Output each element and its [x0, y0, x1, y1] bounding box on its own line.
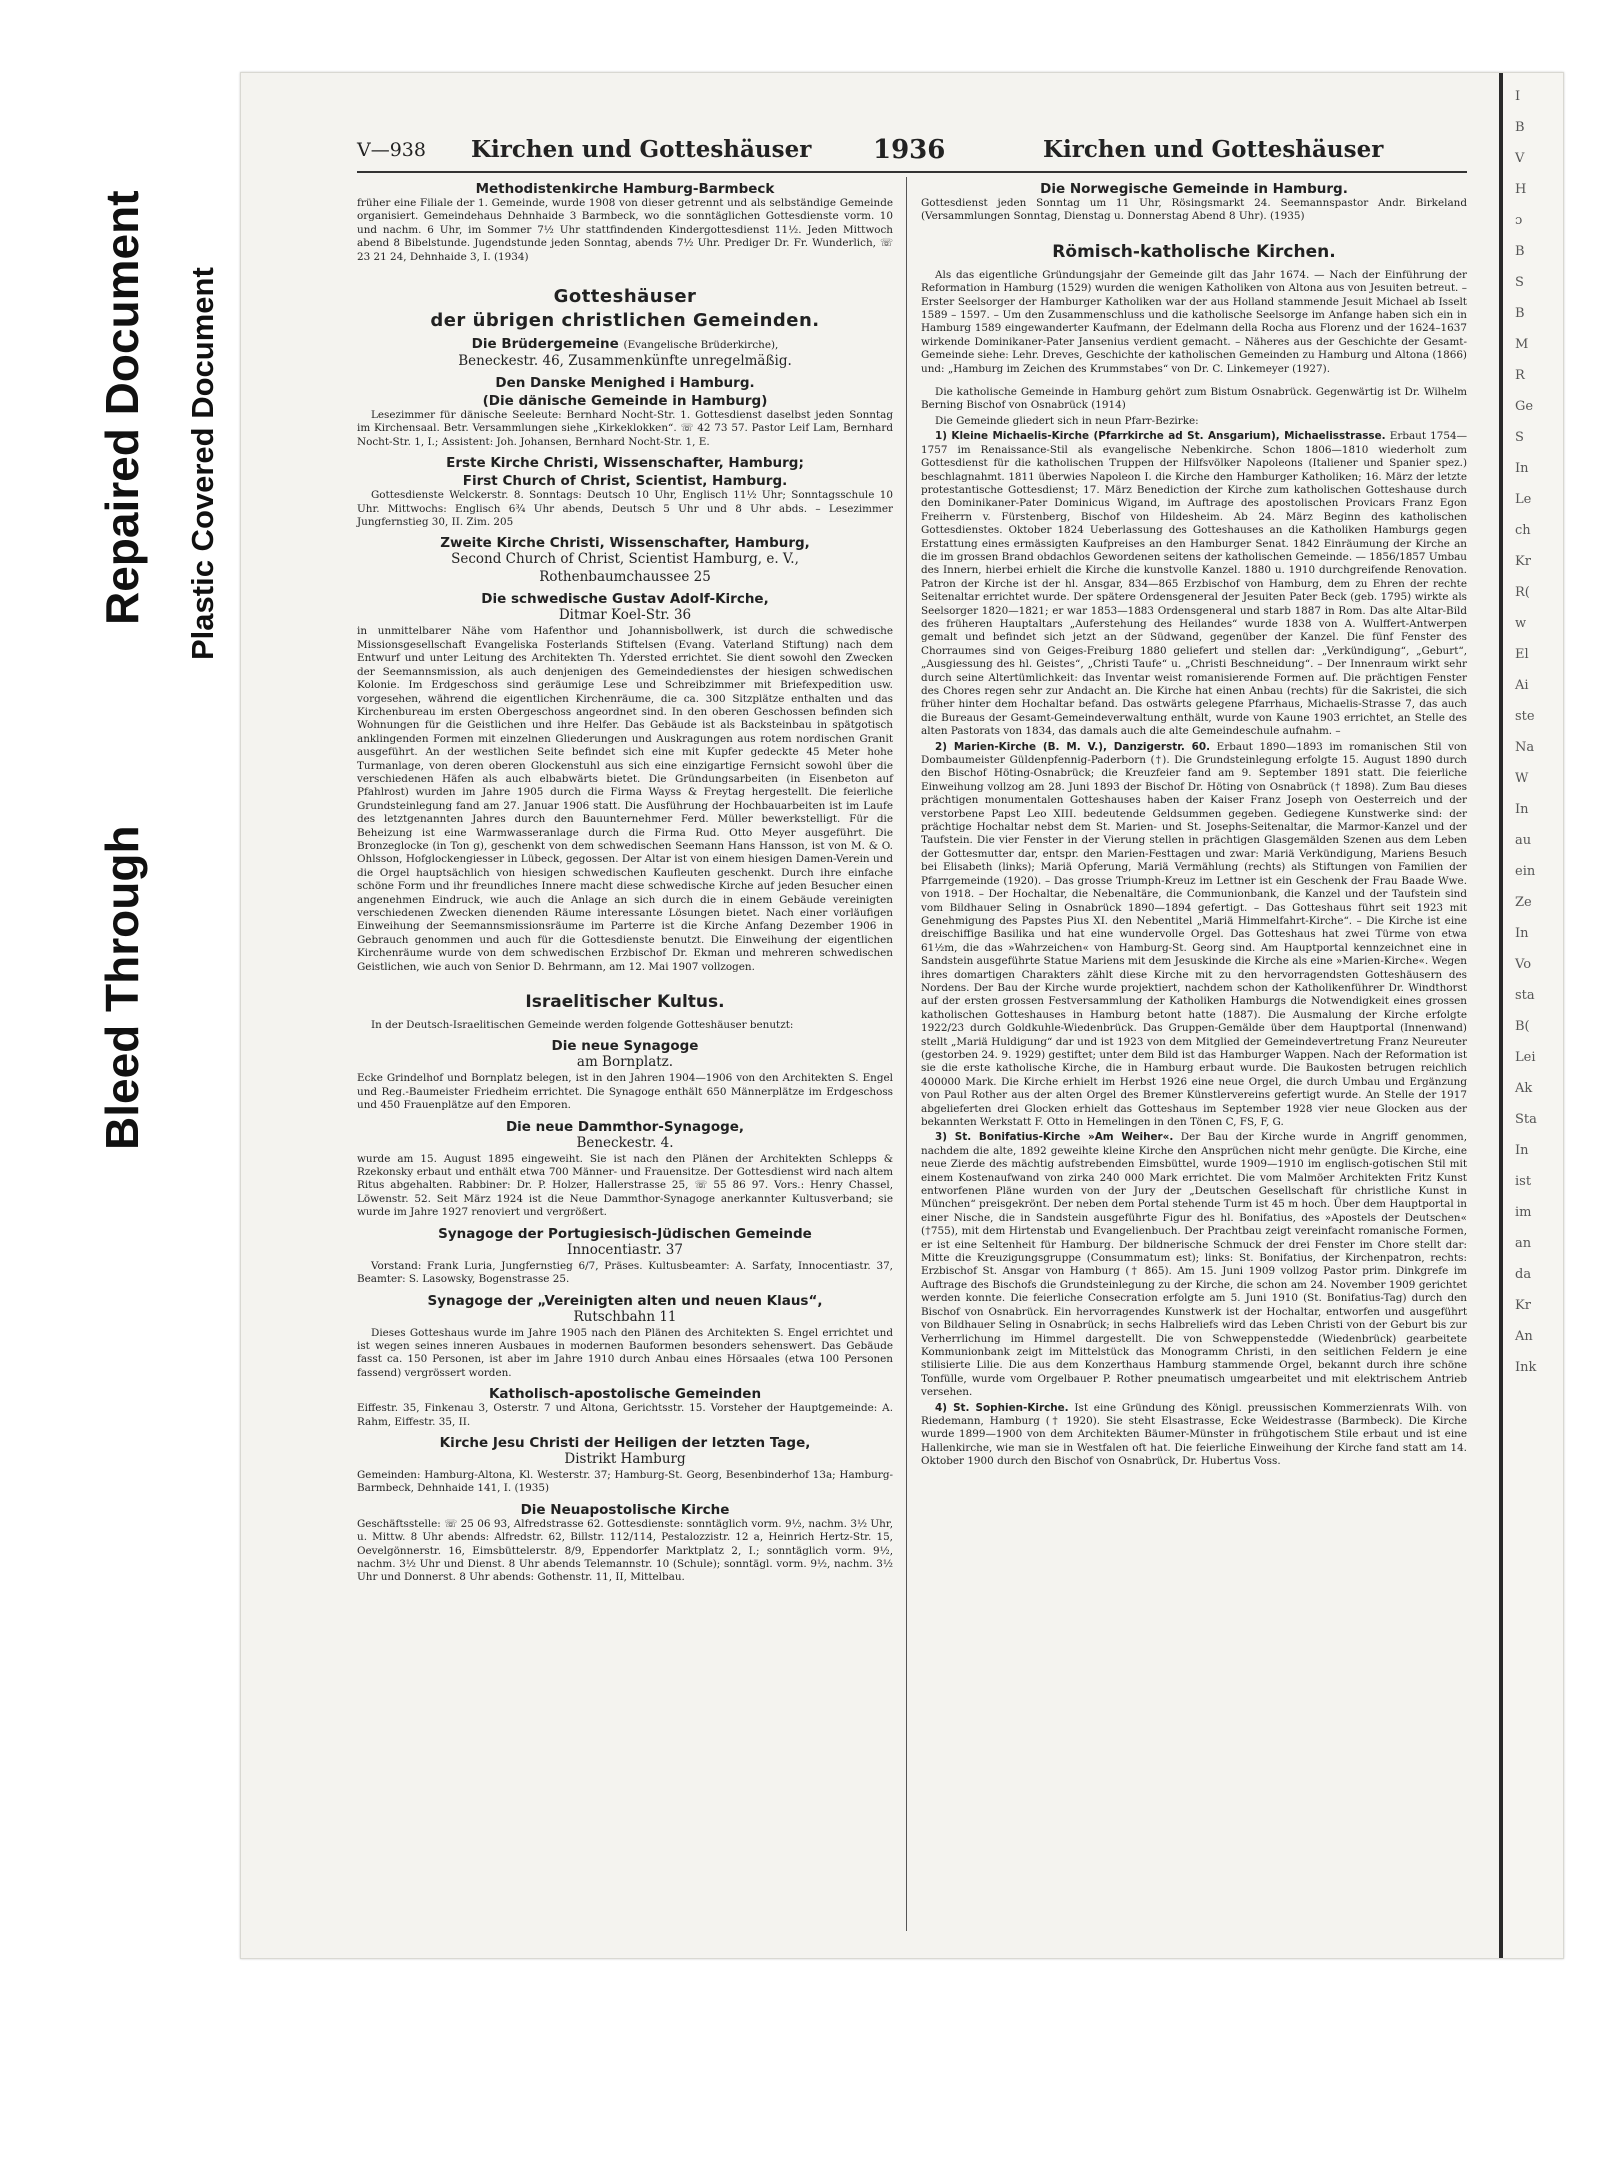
schwed-heading: Die schwedische Gustav Adolf-Kirche, [481, 591, 769, 608]
norw-heading: Die Norwegische Gemeinde in Hamburg. [1040, 181, 1348, 197]
edge-letter: R [1515, 368, 1525, 383]
edge-letter: ein [1515, 864, 1536, 879]
edge-letter: W [1515, 771, 1529, 786]
parish-3-title: 3) St. Bonifatius-Kirche »Am Weiher«. [935, 1131, 1174, 1144]
parish-4-text: Ist eine Gründung des Königl. preussischen Kommerzienrats Wilh. von Riedemann, Hamburg († 1920). Sie steht Elsastrasse, Ecke Weidestrasse (Barmbeck). Die Kirche wurde 1899—1900 von dem Architekten Bäumer-Münster in frühgotischem Stile erbaut und ist eine Hallenkirche, wie man sie in Westfalen oft hat. Die feierliche Einweihung der Kirche fand statt am 14. Oktober 1900 durch den Bischof von Osnabrück, Dr. Hubertus Voss. [921, 1401, 1467, 1468]
brueder-note: (Evangelische Brüderkirche), [623, 339, 779, 352]
gotteshaeuser-heading: Gotteshäuser [553, 286, 697, 308]
edge-letter: sta [1515, 988, 1535, 1003]
edge-letter: I [1515, 89, 1521, 104]
year: 1936 [873, 135, 946, 165]
methodist-text: früher eine Filiale der 1. Gemeinde, wurde 1908 von dieser getrennt und als selbständige Gemeinde organisiert. Gemeindehaus Dehnhaide 3 Barmbeck, wo die sonntäglichen Gottesdienste vorm. 10 und nachm. 6 Uhr, im Sommer 7½ Uhr stattfindenden Kindergottesdienst 11½. Jeden Mittwoch abend 8 Bibelstunde. Jugendstunde jeden Sonntag, abends 7½ Uhr. Prediger Dr. Fr. Wunderlich, ☏ 23 21 24, Dehnhaide 3, I. (1934) [357, 197, 893, 263]
klaus-text: Dieses Gotteshaus wurde im Jahre 1905 nach den Plänen des Architekten S. Engel errichtet und ist wegen seines inneren Ausbaues in modernen Bauformen besonders sehenswert. Das Gebäude fasst ca. 150 Personen, ist aber im Jahre 1910 durch Anbau eines Hörsaales (etwa 100 Personen fassend) vergrössert worden. [357, 1326, 893, 1379]
edge-letter: B [1515, 244, 1525, 259]
edge-letter: im [1515, 1205, 1532, 1220]
left-running-title: Kirchen und Gotteshäuser [471, 136, 812, 163]
christi2-sub1: Second Church of Christ, Scientist Hamburg, e. V., [451, 551, 799, 568]
syn2-address: Beneckestr. 4. [576, 1134, 674, 1151]
edge-letter: M [1515, 337, 1529, 352]
syn1-text: Ecke Grindelhof und Bornplatz belegen, ist in den Jahren 1904—1906 von den Architekten S. Engel und Reg.-Baumeister Friedheim errichtet. Die Synagoge enthält 650 Männerplätze im Erdgeschoss und 450 Frauenplätze auf den Emporen. [357, 1072, 893, 1112]
parish-4-title: 4) St. Sophien-Kirche. [935, 1401, 1069, 1414]
isr-heading: Israelitischer Kultus. [525, 992, 725, 1013]
column-rule [906, 177, 907, 1931]
repaired-document-label: Repaired Document [96, 190, 148, 625]
edge-letter: ch [1515, 523, 1531, 538]
christi1-heading: Erste Kirche Christi, Wissenschafter, Hamburg; [446, 455, 804, 472]
edge-letter: V [1515, 151, 1525, 166]
syn2-heading: Die neue Dammthor-Synagoge, [505, 1118, 745, 1135]
edge-letter: B [1515, 306, 1525, 321]
parish-4 [921, 1402, 1467, 1469]
edge-letter: an [1515, 1236, 1532, 1251]
methodist-heading: Methodistenkirche Hamburg-Barmbeck [475, 181, 775, 197]
brueder-address: Beneckestr. 46, Zusammenkünfte unregelmäßig. [458, 353, 792, 370]
schwed-address: Ditmar Koel-Str. 36 [558, 607, 692, 624]
edge-letter: au [1515, 833, 1532, 848]
gotteshaeuser-subheading: der übrigen christlichen Gemeinden. [430, 310, 820, 332]
norw-text: Gottesdienst jeden Sonntag um 11 Uhr, Rösingsmarkt 24. Seemannspastor Andr. Birkeland (Versammlungen Sonntag, Dienstag u. Donnerstag Abend 8 Uhr). (1935) [921, 197, 1467, 223]
parish-2 [921, 741, 1467, 1130]
edge-letter: Ai [1515, 678, 1529, 693]
rk-intro: Als das eigentliche Gründungsjahr der Gemeinde gilt das Jahr 1674. — Nach der Einführung der Reformation in Hamburg (1529) wurden die wenigen Katholiken von Altona aus von Jesuiten betreut. – Erster Seelsorger der Hamburger Katholiken war der aus Holland stammende Jesuit Michael ab Isselt 1589 – 1597. – Um den Zusammenschluss und die katholische Seelsorge im Anfange haben sich ein in Hamburg 1589 eingewanderter Kaufmann, der Edelmann della Rocha aus Florenz und der 1624–1637 wirkende Dominikaner-Pater Jansenius verdient gemacht. – Näheres aus der Geschichte der Gesamt-Gemeinde siehe: Lehr. Dreves, Geschichte der katholischen Gemeinden zu Hamburg und Altona (1866) und: „Hamburg im Zeichen des Krummstabes“ von Dr. C. Linkemeyer (1927). [921, 268, 1467, 375]
kath-apost-heading: Katholisch-apostolische Gemeinden [488, 1386, 762, 1403]
schwed-text: in unmittelbarer Nähe vom Hafenthor und Johannisbollwerk, ist durch die schwedische Missionsgesellschaft Evangeliska Fosterlands Stiftelsen (Evang. Vaterland Stiftung) nach dem Entwurf und unter Leitung des Architekten Th. Ydersted errichtet. Sie dient sowohl den Zwecken der Seemannsmission, als auch denjenigen des Gemeindedienstes der hiesigen schwedischen Kolonie. Im Erdgeschoss sind geräumige Lese und Schreibzimmer mit Briefexpedition usw. vorgesehen, während die eigentlichen Kirchenräume, die ca. 300 Sitzplätze enthalten und das Kirchenbureau im ersten Obergeschoss angeordnet sind. In den oberen Geschossen befinden sich Wohnungen für die Geistlichen und ihre Helfer. Das Gebäude ist als Backsteinbau in spätgotisch anklingenden Formen mit einzelnen Gliederungen und Auskragungen aus rotem nordischen Granit ausgeführt. An der westlichen Seite befindet sich eine mit Kupfer gedeckte 45 Meter hohe Turmanlage, von deren oberen Glockenstuhl aus sich eine einzigartige Fernsicht sowohl über die verschiedenen Häfen als auch elbabwärts bietet. Die Gründungsarbeiten (in Eisenbeton auf Pfahlrost) wurden im Jahre 1905 durch die Firma Wayss & Freytag hergestellt. Die feierliche Grundsteinlegung fand am 27. Januar 1906 statt. Die Ausführung der Hochbauarbeiten ist im Laufe des letztgenannten Jahres durch den Bauunternehmer Ferd. Müller bewerkstelligt. Für die Beheizung ist eine Warmwasseranlage durch die Firma Rud. Otto Meyer ausgeführt. Die Bronzeglocke (in Ton g), geschenkt von dem schwedischen Seemann Hans Hansson, ist von M. & O. Ohlsson, Hofglockengiesser in Lübeck, gegossen. Der Altar ist von einem hiesigen Damen-Verein und die Orgel hauptsächlich von hiesigen schwedischen Kaufleuten geschenkt. Durch ihre einfache schöne Form und ihr freundliches Innere macht diese schwedische Kirche auf jeden Besucher einen angenehmen Eindruck, wie auch die Anlage an sich durch die in einem Gebäude vereinigten verschiedenen Zwecken dienenden Räume interessante Lösungen bietet. Nach einer vorläufigen Einweihung der Seemannsmissionsräume im Parterre ist die Kirche Anfang Dezember 1906 in Gebrauch genommen und auch für die Gottesdienste benutzt. Die Einweihung der eigentlichen Kirchenräume wurde von dem schwedischen Erzbischof Dr. Ekman und mehreren schwedischen Geistlichen, wie auch von Senior D. Behrmann, am 12. Mai 1907 vollzogen. [357, 625, 893, 973]
jesu-text: Gemeinden: Hamburg-Altona, Kl. Westerstr. 37; Hamburg-St. Georg, Besenbinderhof 13a; Hamburg-Barmbeck, Dehnhaide 141, I. (1935) [357, 1468, 893, 1495]
edge-letter: B [1515, 120, 1525, 135]
edge-letter: Kr [1515, 1298, 1531, 1313]
neuapost-text: Geschäftsstelle: ☏ 25 06 93, Alfredstrasse 62. Gottesdienste: sonntäglich vorm. 9½, nachm. 3½ Uhr, u. Mittw. 8 Uhr abends: Alfredstr. 62, Billstr. 112/114, Pestalozzistr. 12 a, Heinrich Hertz-Str. 15, Oevelgönnerstr. 16, Eimsbüttelerstr. 8/9, Eppendorfer Marktplatz 2, I.; sonntäglich vorm. 9½, nachm. 3½ Uhr und Dienst. 8 Uhr abends Telemannstr. 10 (Schule); sonntägl. vorm. 9½, nachm. 3½ Uhr und Donnerst. 8 Uhr abends: Gothenstr. 11, II, Mittelbau. [357, 1517, 893, 1584]
rk-bezirke: Die Gemeinde gliedert sich in neun Pfarr-Bezirke: [935, 414, 1199, 427]
jesu-address: Distrikt Hamburg [564, 1450, 686, 1467]
edge-letter: B( [1515, 1019, 1530, 1034]
edge-letter: El [1515, 647, 1529, 662]
rk-bishop: Die katholische Gemeinde in Hamburg gehört zum Bistum Osnabrück. Gegenwärtig ist Dr. Wilhelm Berning Bischof von Osnabrück (1914) [921, 386, 1467, 412]
bleed-through-label: Bleed Through [96, 825, 148, 1150]
port-heading: Synagoge der Portugiesisch-Jüdischen Gemeinde [438, 1225, 812, 1242]
facing-page-edge [1499, 73, 1563, 1958]
brueder-heading [357, 336, 893, 353]
edge-letter: R( [1515, 585, 1530, 600]
edge-letter: In [1515, 1143, 1529, 1158]
edge-letter: Ze [1515, 895, 1532, 910]
page-content [357, 133, 1467, 1933]
parish-1 [921, 430, 1467, 738]
jesu-heading: Kirche Jesu Christi der Heiligen der letzten Tage, [439, 1434, 811, 1451]
page-number: V—938 [357, 139, 426, 161]
edge-letter: In [1515, 461, 1529, 476]
brueder-title: Die Brüdergemeine [471, 336, 619, 353]
klaus-heading: Synagoge der „Vereinigten alten und neuen Klaus“, [427, 1292, 823, 1309]
plastic-covered-document-label: Plastic Covered Document [185, 267, 220, 660]
edge-letter: S [1515, 430, 1524, 445]
edge-letter: Ge [1515, 399, 1534, 414]
parish-3-text: Der Bau der Kirche wurde in Angriff genommen, nachdem die alte, 1892 geweihte kleine Kirche den Ansprüchen nicht mehr genügte. Die Kirche, eine neue Zierde des mächtig aufstrebenden Eimsbüttel, wurde 1909—1910 im englisch-gotischen Stil mit einem Kostenaufwand von zirka 240 000 Mark errichtet. Die vom Malmöer Architekten Fritz Kunst entworfenen Pläne wurden von der Jury der „Deutschen Gesellschaft für christliche Kunst in München“ preisgekrönt. Der neben dem Portal stehende Turm ist 45 m hoch. Über dem Hauptportal in einer Nische, die in Sandstein ausgeführte Figur des hl. Bonifatius, des »Apostels der Deutschen« (†755), mit dem Hirtenstab und Evangelienbuch. Der Prachtbau zeigt vereinfacht romanische Formen, er ist eine Seltenheit für Hamburg. Der bildnerische Schmuck der drei Fenster im Chore stellt dar: Mitte die Kreuzigungsgruppe (Consummatum est); links: St. Bonifatius, der Kirchenpatron, rechts: Erzbischof St. Ansgar von Hamburg († 865). Am 15. Juni 1909 vollzog Pastor prim. Dinkgrefe im Auftrage des Bischofs die Grundsteinlegung zu der Kirche, die schon am 24. November 1909 gerichtet werden konnte. Die feierliche Consecration erfolgte am 5. Juni 1910 (St. Bonifatius-Tag) durch den Bischof von Osnabrück. Ein hervorragendes Kunstwerk ist der Hochaltar, entworfen und ausgeführt von Bildhauer Seling in Osnabrück; in sechs Halbreliefs wird das Leben Christi von der Geburt bis zur Verherrlichung im Himmel dargestellt. Die von Schweppenstedde (Wiedenbrück) gearbeitete Kommunionbank zeigt im Mittelstück das Monogramm Christi, in den seitlichen Feldern je eine stilisierte Lilie. Die aus dem Konzerthaus Hamburg stammende Orgel, bekannt durch ihre schöne Tonfülle, wurde vom Orgelbauer P. Rother pneumatisch umgearbeitet und mit elektrischem Antrieb versehen. [921, 1131, 1467, 1399]
parish-2-text: Erbaut 1890—1893 im romanischen Stil von Dombaumeister Güldenpfennig-Paderborn (†). Die Grundsteinlegung erfolgte 15. August 1890 durch den Bischof Höting-Osnabrück; die Kreuzfeier fand am 9. September 1891 statt. Die feierliche Einweihung vollzog am 28. Juni 1893 der Bischof Dr. Höting von Osnabrück († 1898). Zum Bau dieses prächtigen monumentalen Gotteshauses haben der Kaiser Franz Joseph von Oesterreich und der verstorbene Papst Leo XIII. bedeutende Geldsummen gegeben. Gediegene Kunstwerke sind: der prächtige Hochaltar nebst dem St. Marien- und St. Josephs-Seitenaltar, die Marmor-Kanzel und der Taufstein. Die vier Fenster in der Vierung stellen in prächtigen Glasgemälden Szenen aus dem Leben der Gottesmutter dar, entspr. den Marien-Festtagen und zwar: Mariä Verkündigung, Mariens Besuch bei Elisabeth (links); Mariä Opferung, Mariä Vermählung (rechts) als Stiftungen von Familien der Pfarrgemeinde (1920). – Das grosse Triumph-Kreuz im Lettner ist ein Geschenk der Frau Baade Wwe. von 1918. – Der Hochaltar, die Nebenaltäre, die Communionbank, die Kanzel und der Taufstein sind vom Bildhauer Seling in Osnabrück 1890—1894 gefertigt. – Das Gotteshaus führt seit 1923 mit Genehmigung des Papstes Pius XI. den Nebentitel „Mariä Himmelfahrt-Kirche“. – Die Kirche ist eine dreischiffige Basilika und hat eine wundervolle Orgel. Das Gotteshaus hat zwei Türme von etwa 61½m, die das »Wahrzeichen« von Hamburg-St. Georg sind. Am Hauptportal kennzeichnet eine in Sandstein ausgeführte Statue Mariens mit dem Jesuskinde die Kirche als eine »Marien-Kirche«. Wegen ihres domartigen Charakters zählt diese Kirche mit zu den hervorragendsten Gotteshäusern des Nordens. Der Bau der Kirche wurde projektiert, nachdem schon der Katholikenführer Dr. Windthorst auf der ersten grossen Festversammlung der Katholiken Hamburgs die Notwendigkeit eines grossen katholischen Gotteshauses in Hamburg betont hatte (1887). Die Ausmalung der Kirche erfolgte 1922/23 durch Goldkuhle-Wiedenbrück. Das Gruppen-Gemälde über dem Hauptportal (Innenwand) stellt „Mariä Huldigung“ dar und ist 1923 von dem Mitglied der Gemeindevertretung Franz Neureuter (gestorben 24. 9. 1929) gestiftet; unter dem Bild ist das Hamburger Wappen. Nach der Reformation ist sie die erste katholische Kirche, die in Hamburg erbaut wurde. Die Baukosten betrugen reichlich 400000 Mark. Die Kirche erhielt im Herbst 1926 eine neue Orgel, die durch Umbau und Ergänzung von Paul Rother aus der alten Orgel des Bremer Künstlervereins gefertigt wurde. An Stelle der 1917 abgelieferten drei Glocken erhielt das Gotteshaus im September 1928 vier neue Glocken aus der bekannten Werkstatt F. Otto in Hemelingen in den Tönen C, FS, F, G. [921, 740, 1467, 1128]
edge-letter: Lei [1515, 1050, 1536, 1065]
parish-2-title: 2) Marien-Kirche (B. M. V.), Danzigerstr. 60. [935, 740, 1211, 753]
syn1-heading: Die neue Synagoge [551, 1038, 699, 1055]
edge-letter: Le [1515, 492, 1532, 507]
edge-letter: ɔ [1515, 213, 1523, 228]
neuapost-heading: Die Neuapostolische Kirche [520, 1501, 730, 1518]
kath-apost-text: Eiffestr. 35, Finkenau 3, Osterstr. 7 und Altona, Gerichtsstr. 15. Vorsteher der Hauptgemeinde: A. Rahm, Eiffestr. 35, II. [357, 1402, 893, 1428]
port-text: Vorstand: Frank Luria, Jungfernstieg 6/7, Präses. Kultusbeamter: A. Sarfaty, Innocentiastr. 37, Beamter: S. Lasowsky, Bogenstrasse 25. [357, 1259, 893, 1286]
klaus-address: Rutschbahn 11 [573, 1308, 677, 1325]
left-column [357, 179, 893, 1587]
syn1-address: am Bornplatz. [576, 1054, 674, 1071]
syn2-text: wurde am 15. August 1895 eingeweiht. Sie ist nach den Plänen der Architekten Schlepps & Rzekonsky erbaut und enthält etwa 700 Männer- und Frauensitze. Der Gottesdienst wird nach altem Ritus abgehalten. Rabbiner: Dr. P. Holzer, Hallerstrasse 25, ☏ 55 86 97. Vors.: Henry Chassel, Löwenstr. 52. Seit März 1924 ist die Neue Dammthor-Synagoge anerkannter Kultusverband; sie wurde im Jahre 1927 renoviert und vergrößert. [357, 1152, 893, 1219]
edge-letter: da [1515, 1267, 1532, 1282]
christi1-subheading: First Church of Christ, Scientist, Hamburg. [462, 473, 788, 490]
edge-letter: S [1515, 275, 1524, 290]
danske-subheading: (Die dänische Gemeinde in Hamburg) [482, 393, 768, 410]
edge-letter: In [1515, 802, 1529, 817]
edge-letter: In [1515, 926, 1529, 941]
edge-letter: w [1515, 616, 1527, 631]
parish-1-title: 1) Kleine Michaelis-Kirche (Pfarrkirche ad St. Ansgarium), Michaelisstrasse. [935, 430, 1386, 443]
port-address: Innocentiastr. 37 [567, 1241, 683, 1258]
right-running-title: Kirchen und Gotteshäuser [1043, 136, 1384, 163]
scanned-page [240, 72, 1564, 1959]
running-header [357, 133, 1467, 169]
danske-text: Lesezimmer für dänische Seeleute: Bernhard Nocht-Str. 1. Gottesdienst daselbst jeden Sonntag im Kirchensaal. Betr. Versammlungen siehe „Kirkeklokken“. ☏ 42 73 57. Pastor Leif Lam, Bernhard Nocht-Str. 1, I.; Assistent: Joh. Johansen, Bernhard Nocht-Str. 1, E. [357, 409, 893, 448]
edge-letter: Kr [1515, 554, 1531, 569]
annotation-labels [95, 190, 235, 1150]
edge-letter: Vo [1515, 957, 1532, 972]
right-column [921, 179, 1467, 1471]
edge-letter: ste [1515, 709, 1535, 724]
rk-heading: Römisch-katholische Kirchen. [1052, 241, 1336, 262]
parish-1-text: Erbaut 1754—1757 im Renaissance-Stil als evangelische Nebenkirche. Schon 1806—1810 wiederholt zum Gottesdienst für die katholischen Truppen der Hilfsvölker Napoleons (Italiener und Spanier spez.) beschlagnahmt. 1811 überwies Napoleon I. die Kirche den Hamburger Katholiken; 16. März der letzte protestantische Gottesdienst; 17. März Benediction der Kirche zum katholischen Gotteshause durch den Dominikaner-Pater Dominicus Wigand, im Auftrage des apostolischen Provicars Franz Egon Freiherrn v. Fürstenberg, Bischof von Hildesheim. Ab 24. März Beginn des katholischen Gottesdienstes. Oktober 1824 Ueberlassung des Gotteshauses an die Katholiken Hamburgs gegen Erstattung eines ermässigten Kaufpreises an den Hamburger Senat. 1842 Einräumung der Kirche an die im grossen Brand obdachlos Gewordenen seitens der katholischen Gemeinde. — 1856/1857 Umbau des Innern, hierbei erhielt die Kirche die kunstvolle Kanzel. 1880 u. 1910 durchgreifende Renovation. Patron der Kirche ist der hl. Ansgar, 834—865 Erzbischof von Hamburg, dem zu Ehren der rechte Seitenaltar errichtet wurde. Der spätere Ordensgeneral der Jesuiten Pater Beck (geb. 1795) wirkte als Seelsorger 1820—1821; er war 1853—1883 Ordensgeneral und starb 1887 in Rom. Das alte Altar-Bild des früheren Hauptaltars „Auferstehung des Heilandes“ wurde 1838 von A. Wulffert-Antwerpen gemalt und befindet sich jetzt an der Südwand, gegenüber der Kanzel. Die fünf Fenster des Chorraumes sind von Geiges-Freiburg 1880 geliefert und stellen dar: „Verkündigung“, „Geburt“, „Ausgiessung des hl. Geistes“, „Christi Taufe“ u. „Christi Beschneidung“. – Der Innenraum wirkt sehr durch seine Altertümlichkeit: das Inventar weist romanisierende Formen auf. Die prächtigen Fenster des Chores regen sehr zur Andacht an. Die Kirche hat einen Anbau (rechts) für die Sakristei, die sich früher hinter dem Hochaltar befand. Das ostwärts gelegene Pfarrhaus, Michaelis-Strasse 7, das auch die Bureaus der Gesamt-Gemeindeverwaltung enthält, wurde von Kaune 1903 errichtet, an Stelle des alten Pastorats von 1834, das damals auch die alte Gemeindeschule aufnahm. – [921, 430, 1467, 738]
edge-letter: ist [1515, 1174, 1532, 1189]
isr-text: In der Deutsch-Israelitischen Gemeinde werden folgende Gotteshäuser benutzt: [371, 1019, 794, 1032]
edge-letter: Ink [1515, 1360, 1537, 1375]
danske-heading: Den Danske Menighed i Hamburg. [495, 375, 755, 392]
parish-3 [921, 1131, 1467, 1399]
edge-letter: Ak [1515, 1081, 1533, 1096]
christi2-sub2: Rothenbaumchaussee 25 [539, 569, 711, 586]
edge-letter: Sta [1515, 1112, 1537, 1127]
edge-letter: H [1515, 182, 1527, 197]
edge-letter: An [1515, 1329, 1533, 1344]
header-rule [357, 171, 1467, 173]
christi1-text: Gottesdienste Welckerstr. 8. Sonntags: Deutsch 10 Uhr, Englisch 11½ Uhr; Sonntagsschule 10 Uhr. Mittwochs: Englisch 6¾ Uhr abends, Deutsch 5 Uhr und 8 Uhr abds. – Lesezimmer Jungfernstieg 30, II. Zim. 205 [357, 489, 893, 529]
edge-letter: Na [1515, 740, 1535, 755]
christi2-heading: Zweite Kirche Christi, Wissenschafter, Hamburg, [440, 535, 810, 552]
